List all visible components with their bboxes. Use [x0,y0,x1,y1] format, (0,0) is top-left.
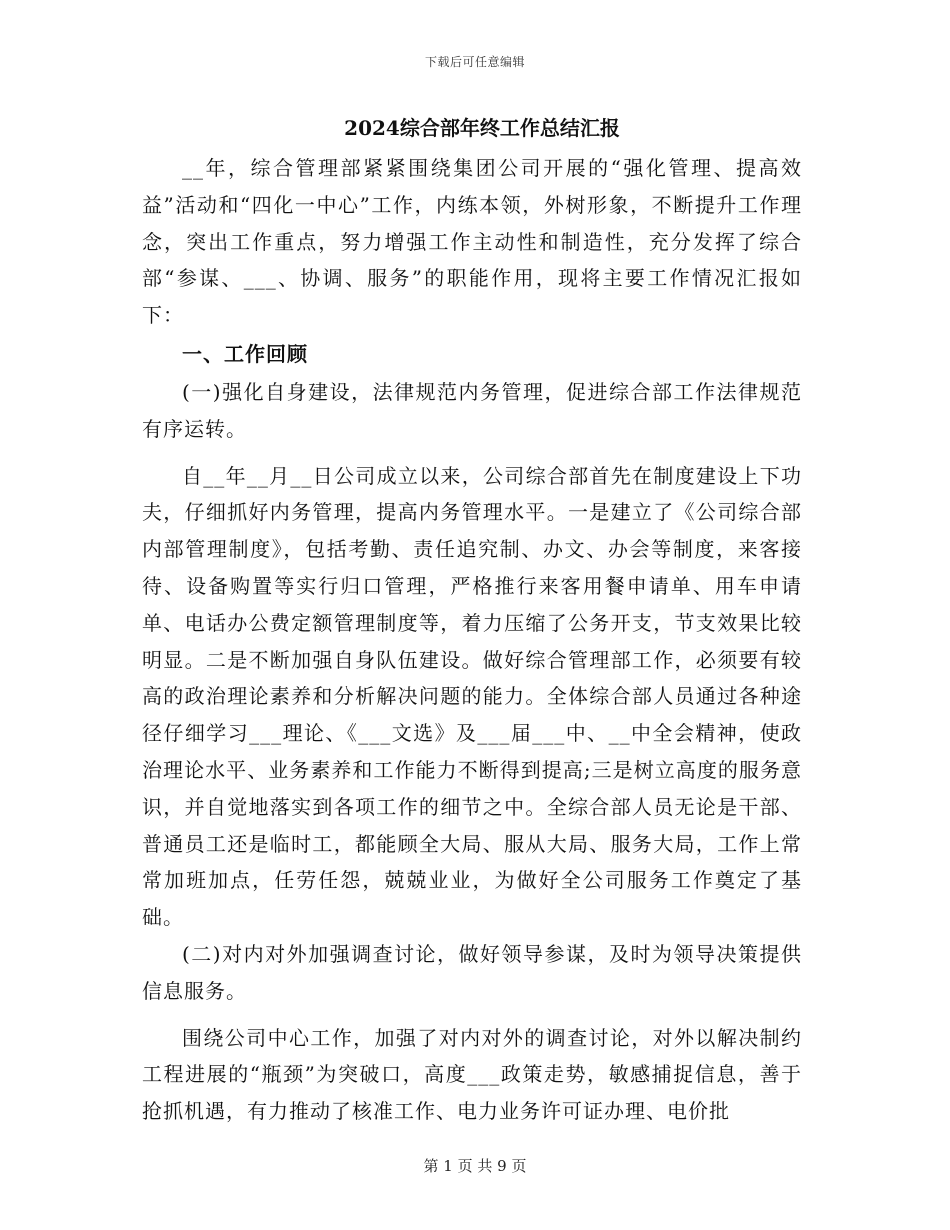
paragraph-gap [142,448,802,458]
document-body [142,112,802,1130]
paragraph-gap [142,1010,802,1020]
header-note: 下载后可任意编辑 [424,55,525,69]
subsection-heading-2: (二)对内对外加强调查讨论，做好领导参谋，及时为领导决策提供信息服务。 [142,941,802,1003]
page-number: 第 1 页 共 9 页 [423,1157,527,1175]
subsection-heading-1: (一)强化自身建设，法律规范内务管理，促进综合部工作法律规范有序运转。 [142,379,802,441]
subsection-2-body: 围绕公司中心工作，加强了对内对外的调查讨论，对外以解决制约工程进展的“瓶颈”为突破口，高度___政策走势，敏感捕捉信息，善于抢抓机遇，有力推动了核准工作、电力业务许可证办理、电价批 [142,1025,802,1124]
intro-paragraph: __年，综合管理部紧紧围绕集团公司开展的“强化管理、提高效益”活动和“四化一中心”工作，内练本领，外树形象，不断提升工作理念，突出工作重点，努力增强工作主动性和制造性，充分发挥了综合部“参谋、___、协调、服务”的职能作用，现将主要工作情况汇报如下： [142,156,802,328]
section-heading-review: 一、工作回顾 [182,341,308,366]
subsection-1-body: 自__年__月__日公司成立以来，公司综合部首先在制度建设上下功夫，仔细抓好内务管理，提高内务管理水平。一是建立了《公司综合部内部管理制度》，包括考勤、责任追究制、办文、办会等制度，来客接待、设备购置等实行归口管理，严格推行来客用餐申请单、用车申请单、电话办公费定额管理制度等，着力压缩了公务开支，节支效果比较明显。二是不断加强自身队伍建设。做好综合管理部工作，必须要有较高的政治理论素养和分析解决问题的能力。全体综合部人员通过各种途径仔细学习___理论、《___文选》及___届___中、__中全会精神，使政治理论水平、业务素养和工作能力不断得到提高;三是树立高度的服务意识，并自觉地落实到各项工作的细节之中。全综合部人员无论是干部、普通员工还是临时工，都能顾全大局、服从大局、服务大局，工作上常常加班加点，任劳任怨，兢兢业业，为做好全公司服务工作奠定了基础。 [142,463,802,930]
document-title: 2024综合部年终工作总结汇报 [344,116,620,140]
